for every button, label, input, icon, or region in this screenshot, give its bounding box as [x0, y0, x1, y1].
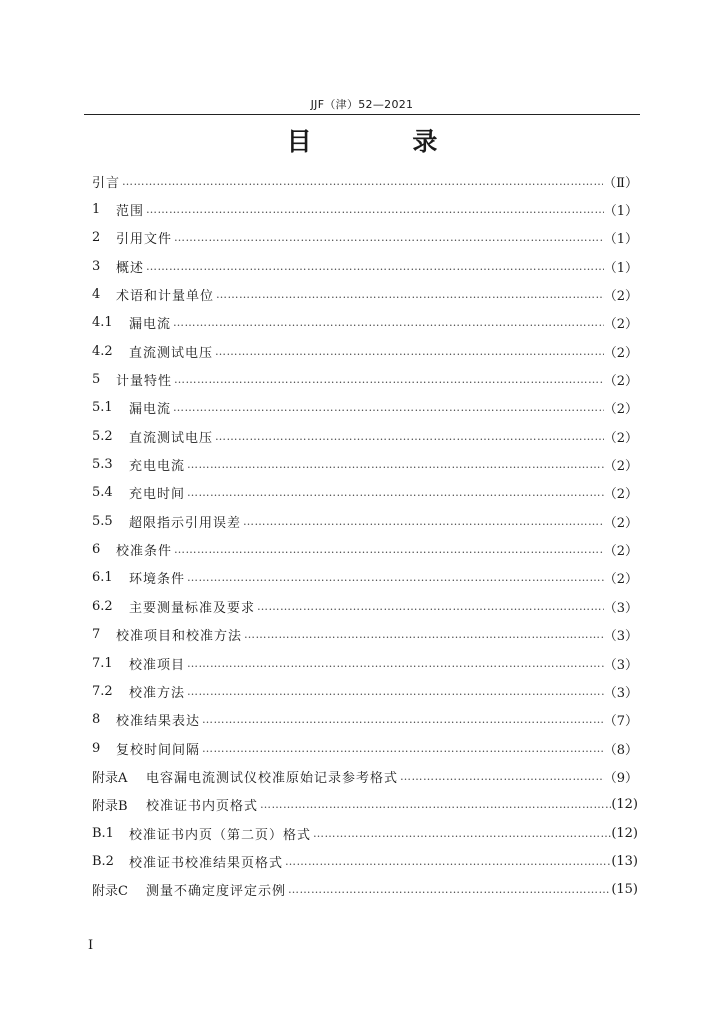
toc-entry: [92, 706, 638, 734]
toc-dot-leader: [283, 855, 611, 868]
toc-entry-label: 引用文件: [116, 232, 173, 248]
toc-entry-number: 5.2: [92, 428, 113, 444]
toc-entry-page: （2）: [603, 317, 638, 333]
toc-dot-leader: [200, 713, 604, 726]
toc-entry-page: （8）: [603, 742, 638, 758]
toc-entry-label: 校准结果表达: [116, 714, 201, 730]
toc-entry-label: 校准证书校准结果页格式: [129, 855, 284, 871]
toc-entry-number: 4.2: [92, 343, 113, 359]
toc-entry-label: 直流测试电压: [129, 345, 214, 361]
toc-entry: [92, 365, 638, 393]
toc-entry-page: （9）: [603, 770, 638, 786]
toc-entry: [92, 507, 638, 535]
toc-entry-number: 附录B: [92, 799, 128, 815]
toc-entry: [92, 167, 638, 195]
toc-entry-page: (13): [611, 853, 638, 869]
toc-entry: [92, 734, 638, 762]
toc-entry-page: (15): [611, 882, 638, 898]
toc-entry: [92, 564, 638, 592]
toc-dot-leader: [172, 373, 604, 386]
toc-entry: [92, 422, 638, 450]
toc-dot-leader: [171, 316, 604, 329]
toc-entry-label: 环境条件: [129, 572, 186, 588]
toc-entry-label: 电容漏电流测试仪校准原始记录参考格式: [146, 770, 399, 786]
header-rule: [84, 114, 640, 115]
toc-dot-leader: [185, 657, 604, 670]
toc-entry-label: 校准方法: [129, 685, 186, 701]
toc-entry-page: （2）: [603, 289, 638, 305]
toc-entry-number: 5.4: [92, 485, 113, 501]
toc-entry-page: （3）: [603, 657, 638, 673]
toc-entry-label: 校准证书内页格式: [146, 799, 259, 815]
toc-entry-page: （1）: [603, 260, 638, 276]
toc-entry-number: 7.2: [92, 683, 113, 699]
toc-entry-label: 充电时间: [129, 487, 186, 503]
toc-entry-label: 引言: [92, 175, 121, 191]
toc-entry-page: （1）: [603, 204, 638, 220]
toc-dot-leader: [258, 798, 611, 811]
toc-dot-leader: [120, 175, 603, 188]
toc-dot-leader: [185, 571, 604, 584]
toc-entry-number: 1: [92, 202, 101, 218]
toc-entry: [92, 280, 638, 308]
toc-entry-number: 5: [92, 372, 101, 388]
toc-entry-label: 主要测量标准及要求: [129, 600, 256, 616]
toc-dot-leader: [200, 742, 604, 755]
table-of-contents: [92, 167, 638, 904]
toc-entry-page: （Ⅱ）: [603, 175, 638, 191]
toc-entry: [92, 592, 638, 620]
toc-entry-label: 直流测试电压: [129, 430, 214, 446]
toc-dot-leader: [185, 458, 604, 471]
toc-entry-label: 概述: [116, 260, 145, 276]
toc-entry-label: 复校时间间隔: [116, 742, 201, 758]
toc-entry: [92, 847, 638, 875]
toc-entry-label: 校准条件: [116, 544, 173, 560]
toc-dot-leader: [172, 543, 604, 556]
toc-entry-page: （3）: [603, 629, 638, 645]
toc-dot-leader: [242, 628, 604, 641]
toc-entry: [92, 224, 638, 252]
toc-entry-label: 超限指示引用误差: [129, 515, 242, 531]
toc-entry-number: 6: [92, 542, 101, 558]
toc-dot-leader: [311, 827, 611, 840]
toc-entry: [92, 195, 638, 223]
toc-entry-number: 7.1: [92, 655, 113, 671]
toc-entry-number: 5.5: [92, 513, 113, 529]
toc-entry-label: 充电电流: [129, 459, 186, 475]
toc-entry-page: （2）: [603, 487, 638, 503]
toc-entry-number: 4.1: [92, 315, 113, 331]
toc-dot-leader: [286, 883, 611, 896]
toc-entry: [92, 819, 638, 847]
toc-entry-number: 6.1: [92, 570, 113, 586]
toc-entry: [92, 649, 638, 677]
toc-dot-leader: [144, 203, 604, 216]
toc-entry-page: （2）: [603, 402, 638, 418]
toc-entry-page: （2）: [603, 459, 638, 475]
toc-entry-number: 附录A: [92, 770, 128, 786]
toc-entry-label: 校准项目: [129, 657, 186, 673]
toc-entry-page: （1）: [603, 232, 638, 248]
toc-entry: [92, 677, 638, 705]
toc-entry-number: 8: [92, 712, 101, 728]
toc-entry-label: 校准证书内页（第二页）格式: [129, 827, 312, 843]
toc-dot-leader: [214, 288, 604, 301]
toc-entry-page: (12): [611, 825, 638, 841]
toc-dot-leader: [255, 600, 604, 613]
toc-dot-leader: [213, 430, 604, 443]
toc-entry-number: B.2: [92, 853, 114, 869]
toc-dot-leader: [171, 401, 604, 414]
toc-entry: [92, 876, 638, 904]
toc-entry-number: 5.3: [92, 457, 113, 473]
toc-dot-leader: [185, 685, 604, 698]
toc-entry-number: 4: [92, 287, 101, 303]
page-title: 目 录: [286, 127, 484, 156]
toc-entry-number: 5.1: [92, 400, 113, 416]
toc-entry-number: 9: [92, 740, 101, 756]
toc-dot-leader: [185, 486, 604, 499]
toc-entry-page: （2）: [603, 345, 638, 361]
toc-entry: [92, 394, 638, 422]
toc-entry: [92, 252, 638, 280]
document-code: JJF（津）52—2021: [310, 98, 414, 111]
toc-entry-number: 6.2: [92, 598, 113, 614]
toc-entry: [92, 479, 638, 507]
toc-entry-page: （2）: [603, 544, 638, 560]
toc-dot-leader: [172, 231, 604, 244]
toc-entry-page: （7）: [603, 714, 638, 730]
toc-dot-leader: [241, 515, 604, 528]
toc-dot-leader: [398, 770, 604, 783]
toc-entry-page: （3）: [603, 600, 638, 616]
toc-entry-number: B.1: [92, 825, 114, 841]
toc-dot-leader: [213, 345, 604, 358]
toc-entry-page: （2）: [603, 430, 638, 446]
toc-entry: [92, 762, 638, 790]
toc-entry-label: 计量特性: [116, 374, 173, 390]
toc-entry: [92, 450, 638, 478]
toc-entry-page: （2）: [603, 515, 638, 531]
toc-entry-page: (12): [611, 797, 638, 813]
toc-entry-page: （2）: [603, 572, 638, 588]
toc-entry-label: 校准项目和校准方法: [116, 629, 243, 645]
toc-entry: [92, 791, 638, 819]
page-number: I: [88, 938, 94, 953]
toc-entry: [92, 309, 638, 337]
toc-entry: [92, 621, 638, 649]
toc-entry-label: 测量不确定度评定示例: [146, 884, 287, 900]
toc-entry-number: 附录C: [92, 884, 128, 900]
toc-entry-number: 7: [92, 627, 101, 643]
toc-entry-label: 范围: [116, 204, 145, 220]
toc-entry-label: 术语和计量单位: [116, 289, 215, 305]
toc-entry-number: 3: [92, 258, 101, 274]
toc-entry-label: 漏电流: [129, 317, 172, 333]
toc-entry-page: （3）: [603, 685, 638, 701]
toc-entry: [92, 535, 638, 563]
toc-entry: [92, 337, 638, 365]
toc-dot-leader: [144, 260, 604, 273]
toc-entry-number: 2: [92, 230, 101, 246]
toc-entry-page: （2）: [603, 374, 638, 390]
toc-entry-label: 漏电流: [129, 402, 172, 418]
